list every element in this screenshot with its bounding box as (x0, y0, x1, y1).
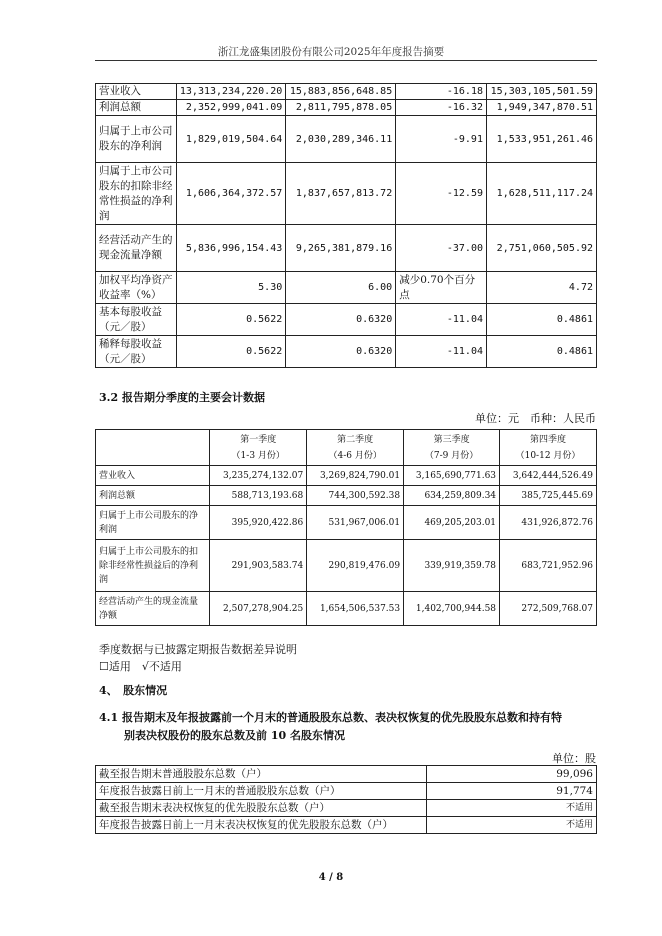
cell-value: 531,967,006.01 (307, 506, 404, 540)
table-row (96, 100, 597, 116)
cell-value: 1,533,951,261.46 (486, 116, 596, 163)
page-header: 浙江龙盛集团股份有限公司2025年年度报告摘要 (217, 46, 445, 58)
cell-change: -12.59 (396, 163, 487, 225)
row-label: 营业收入 (96, 84, 177, 100)
cell-value: 99,096 (427, 766, 597, 783)
table-row (96, 272, 597, 304)
section-title-3-2: 3.2 报告期分季度的主要会计数据 (99, 391, 265, 404)
header-label: 第三季度 (433, 434, 470, 445)
cell-value: 不适用 (427, 800, 597, 817)
cell-value: 431,926,872.76 (500, 506, 597, 540)
table-row (96, 466, 597, 486)
row-label: 归属于上市公司股东的净利润 (96, 116, 177, 163)
table-row (96, 225, 597, 272)
cell-value: 272,509,768.07 (500, 592, 597, 626)
section-title-4: 4、 股东情况 (99, 684, 168, 697)
cell-change: -9.91 (396, 116, 487, 163)
header-q1 (210, 430, 307, 466)
header-empty-cell (96, 430, 210, 466)
cell-value: 588,713,193.68 (210, 486, 307, 506)
cell-change: -16.18 (396, 84, 487, 100)
row-label: 利润总额 (96, 100, 177, 116)
header-sub: （7-9 月份） (424, 450, 479, 461)
header-q2 (307, 430, 404, 466)
table-row (96, 817, 597, 834)
row-label: 归属于上市公司股东的扣除非经常性损益的净利润 (96, 163, 177, 225)
header-q4 (500, 430, 597, 466)
cell-value: 2,751,060,505.92 (486, 225, 596, 272)
quarterly-diff-note: 季度数据与已披露定期报告数据差异说明 (99, 643, 297, 656)
table-row (96, 304, 597, 336)
cell-value: 1,837,657,813.72 (286, 163, 396, 225)
header-divider (95, 60, 597, 61)
cell-value: 469,205,203.01 (404, 506, 500, 540)
table-row (96, 800, 597, 817)
cell-value: 5.30 (176, 272, 285, 304)
cell-value: 3,235,274,132.07 (210, 466, 307, 486)
row-label: 经营活动产生的现金流量净额 (96, 592, 210, 626)
cell-value: 683,721,952.96 (500, 540, 597, 592)
cell-value: 2,352,999,041.09 (176, 100, 285, 116)
cell-value: 2,811,795,878.05 (286, 100, 396, 116)
row-label: 基本每股收益（元／股） (96, 304, 177, 336)
row-label: 稀释每股收益（元／股） (96, 336, 177, 368)
row-label: 利润总额 (96, 486, 210, 506)
row-label: 归属于上市公司股东的扣除非经常性损益后的净利润 (96, 540, 210, 592)
cell-value: 3,165,690,771.63 (404, 466, 500, 486)
cell-value: 0.6320 (286, 336, 396, 368)
cell-value: 0.5622 (176, 304, 285, 336)
section-title-4-1-line1: 4.1 报告期末及年报披露前一个月末的普通股股东总数、表决权恢复的优先股股东总数和持有特 (99, 711, 562, 724)
header-label: 第二季度 (337, 434, 374, 445)
table-row (96, 540, 597, 592)
cell-value: 4.72 (486, 272, 596, 304)
table-row (96, 84, 597, 100)
cell-value: 339,919,359.78 (404, 540, 500, 592)
cell-value: 385,725,445.69 (500, 486, 597, 506)
cell-value: 5,836,996,154.43 (176, 225, 285, 272)
table-row (96, 163, 597, 225)
table-row (96, 116, 597, 163)
cell-value: 0.4861 (486, 304, 596, 336)
cell-change: -37.00 (396, 225, 487, 272)
header-sub: （1-3 月份） (231, 450, 285, 461)
cell-value: 13,313,234,220.20 (176, 84, 285, 100)
cell-value: 15,883,856,648.85 (286, 84, 396, 100)
applicability-options: ☐适用 √不适用 (99, 660, 182, 673)
cell-value: 1,949,347,870.51 (486, 100, 596, 116)
shareholder-count-table (95, 765, 597, 834)
cell-value: 91,774 (427, 783, 597, 800)
cell-value: 744,300,592.38 (307, 486, 404, 506)
cell-value: 1,606,364,372.57 (176, 163, 285, 225)
table-row (96, 506, 597, 540)
unit-label: 单位：股 (552, 752, 596, 765)
page-number: 4 / 8 (318, 872, 344, 883)
header-label: 第一季度 (240, 434, 277, 445)
table-row (96, 486, 597, 506)
header-sub: （4-6 月份） (328, 450, 382, 461)
cell-value: 6.00 (286, 272, 396, 304)
cell-value: 不适用 (427, 817, 597, 834)
row-label: 营业收入 (96, 466, 210, 486)
cell-value: 2,030,289,346.11 (286, 116, 396, 163)
cell-value: 2,507,278,904.25 (210, 592, 307, 626)
row-label: 截至报告期末表决权恢复的优先股股东总数（户） (96, 800, 427, 817)
header-sub: （10-12 月份） (515, 450, 581, 461)
cell-value: 1,829,019,504.64 (176, 116, 285, 163)
row-label: 加权平均净资产收益率（%） (96, 272, 177, 304)
cell-value: 634,259,809.34 (404, 486, 500, 506)
cell-change: -11.04 (396, 304, 487, 336)
row-label: 年度报告披露日前上一月末的普通股股东总数（户） (96, 783, 427, 800)
annual-key-data-table (95, 83, 597, 368)
header-label: 第四季度 (530, 434, 567, 445)
cell-value: 0.5622 (176, 336, 285, 368)
row-label: 归属于上市公司股东的净利润 (96, 506, 210, 540)
cell-value: 15,303,105,501.59 (486, 84, 596, 100)
row-label: 年度报告披露日前上一月末表决权恢复的优先股股东总数（户） (96, 817, 427, 834)
header-q3 (404, 430, 500, 466)
table-row (96, 336, 597, 368)
row-label: 截至报告期末普通股股东总数（户） (96, 766, 427, 783)
cell-value: 290,819,476.09 (307, 540, 404, 592)
cell-value: 9,265,381,879.16 (286, 225, 396, 272)
cell-value: 1,654,506,537.53 (307, 592, 404, 626)
table-header-row (96, 430, 597, 466)
section-title-4-1-line2: 别表决权股份的股东总数及前 10 名股东情况 (124, 729, 345, 742)
table-row (96, 783, 597, 800)
table-row (96, 592, 597, 626)
cell-value: 0.6320 (286, 304, 396, 336)
row-label: 经营活动产生的现金流量净额 (96, 225, 177, 272)
table-row (96, 766, 597, 783)
cell-value: 291,903,583.74 (210, 540, 307, 592)
quarterly-data-table (95, 429, 597, 626)
cell-value: 0.4861 (486, 336, 596, 368)
unit-label: 单位：元 币种：人民币 (475, 412, 596, 425)
cell-change: -11.04 (396, 336, 487, 368)
cell-value: 3,642,444,526.49 (500, 466, 597, 486)
cell-change: 减少0.70个百分点 (396, 272, 487, 304)
cell-value: 1,628,511,117.24 (486, 163, 596, 225)
cell-value: 1,402,700,944.58 (404, 592, 500, 626)
cell-value: 395,920,422.86 (210, 506, 307, 540)
cell-change: -16.32 (396, 100, 487, 116)
cell-value: 3,269,824,790.01 (307, 466, 404, 486)
